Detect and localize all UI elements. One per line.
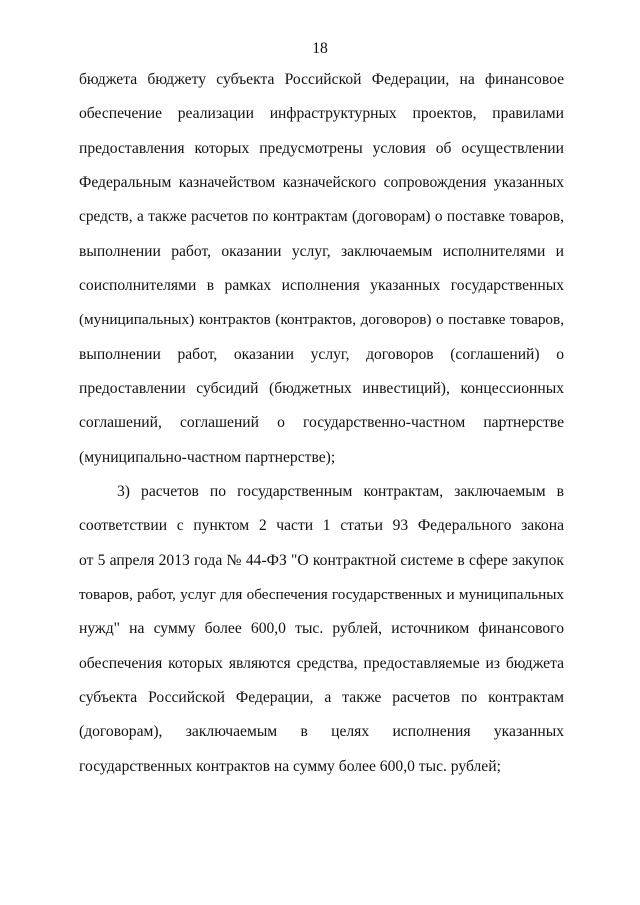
text-line: соглашений, соглашений о государственно-частном партнерстве: [79, 414, 564, 431]
text-line: выполнении работ, оказании услуг, заключаемым исполнителями и: [79, 243, 564, 260]
text-line: (муниципальных) контрактов (контрактов, договоров) о поставке товаров,: [79, 311, 564, 328]
text-line: от 5 апреля 2013 года № 44-ФЗ "О контрактной системе в сфере закупок: [79, 552, 564, 569]
text-line: обеспечение реализации инфраструктурных проектов, правилами: [79, 105, 564, 122]
text-line: нужд" на сумму более 600,0 тыс. рублей, источником финансового: [79, 620, 564, 637]
text-line: средств, а также расчетов по контрактам (договорам) о поставке товаров,: [79, 208, 564, 225]
text-line: соответствии с пунктом 2 части 1 статьи 93 Федерального закона: [79, 517, 564, 534]
text-line: предоставлении субсидий (бюджетных инвестиций), концессионных: [79, 380, 564, 397]
text-line: товаров, работ, услуг для обеспечения государственных и муниципальных: [79, 586, 564, 603]
text-line: Федеральным казначейством казначейского сопровождения указанных: [79, 174, 564, 191]
text-line: предоставления которых предусмотрены условия об осуществлении: [79, 140, 564, 157]
text-line: субъекта Российской Федерации, а также расчетов по контрактам: [79, 689, 564, 706]
text-line: соисполнителями в рамках исполнения указанных государственных: [79, 277, 564, 294]
text-line: (муниципально-частном партнерстве);: [79, 449, 336, 466]
text-line: бюджета бюджету субъекта Российской Федерации, на финансовое: [79, 71, 564, 88]
paragraph-first-line: 3) расчетов по государственным контрактам, заключаемым в: [117, 483, 564, 500]
text-line: государственных контрактов на сумму более 600,0 тыс. рублей;: [79, 758, 501, 775]
text-line: (договорам), заключаемым в целях исполнения указанных: [79, 723, 564, 740]
text-line: выполнении работ, оказании услуг, договоров (соглашений) о: [79, 346, 564, 363]
page-number: 18: [312, 40, 328, 57]
text-line: обеспечения которых являются средства, предоставляемые из бюджета: [79, 655, 564, 672]
